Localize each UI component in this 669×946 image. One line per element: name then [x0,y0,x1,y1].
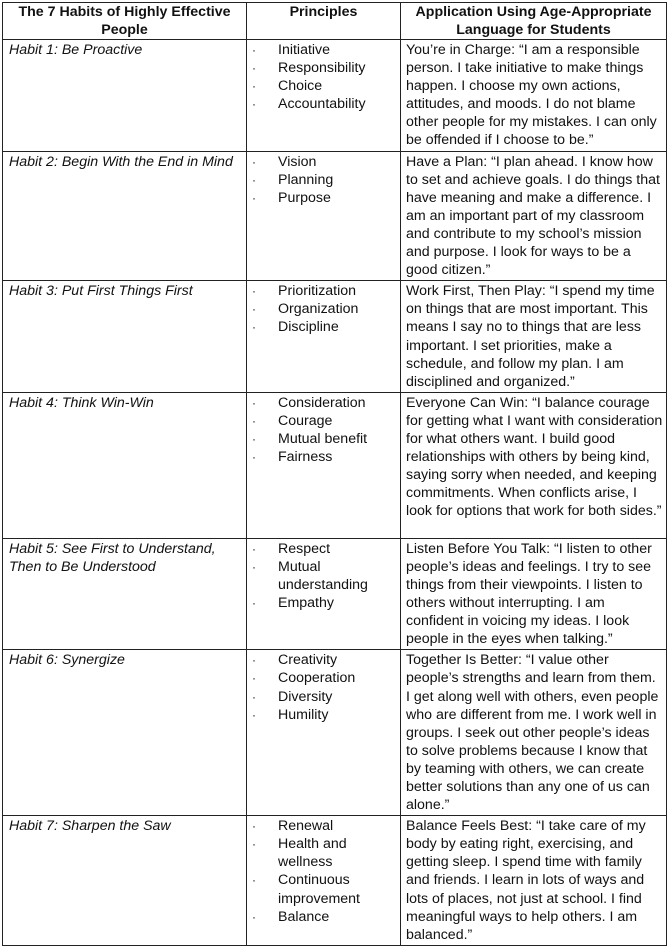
bullet-icon: · [252,873,256,888]
principle-item [251,871,398,907]
principle-label: Mutual benefit [278,430,368,447]
bullet-icon: · [252,395,256,410]
principle-label: Courage [278,412,333,429]
principle-item [251,448,398,466]
table-header-row [3,3,667,40]
header-application: Application Using Age-Appropriate Language for Students [401,3,667,40]
table-row [3,40,667,152]
header-principles: Principles [247,3,401,40]
habits-table [2,2,667,946]
bullet-icon: · [252,172,256,187]
bullet-icon: · [252,320,256,335]
principle-label: Empathy [278,595,334,612]
principle-item [251,908,398,926]
principle-label: Renewal [278,818,334,835]
principles-cell [247,151,401,281]
bullet-icon: · [252,450,256,465]
principle-label: Consideration [278,394,366,411]
principle-item [251,153,398,171]
bullet-icon: · [252,190,256,205]
principle-item [251,835,398,871]
principle-label: Cooperation [278,670,356,687]
bullet-icon: · [252,97,256,112]
principle-item [251,817,398,835]
bullet-icon: · [252,689,256,704]
principle-item [251,594,398,612]
principle-label: Balance [278,908,330,925]
table-row [3,816,667,946]
application-cell: Work First, Then Play: “I spend my time on things that are most important. This means I say no to things that are less important. I set priorities, make a schedule, and follow my plan. I am disciplined and organized.” [401,281,667,393]
principle-item [251,558,398,594]
principles-cell [247,650,401,816]
bullet-icon: · [252,541,256,556]
habit-cell: Habit 7: Sharpen the Saw [3,816,247,946]
bullet-icon: · [252,671,256,686]
application-cell: Everyone Can Win: “I balance courage for getting what I want with consideration for what others want. I build good relationships with others by being kind, saying sorry when needed, and keeping commitments. When conflicts arise, I look for options that work for both sides.” [401,392,667,538]
habit-cell: Habit 1: Be Proactive [3,40,247,152]
application-cell: Balance Feels Best: “I take care of my body by eating right, exercising, and getting sleep. I spend time with family and friends. I learn in lots of ways and lots of places, not just at school. I find meaningful ways to help others. I am balanced.” [401,816,667,946]
principle-item [251,669,398,687]
principle-item [251,688,398,706]
principle-item [251,318,398,336]
bullet-icon: · [252,559,256,574]
principle-item [251,77,398,95]
table-row [3,151,667,281]
bullet-icon: · [252,819,256,834]
bullet-icon: · [252,79,256,94]
application-cell: Together Is Better: “I value other people’s strengths and learn from them. I get along well with others, even people who are different from me. I work well in groups. I seek out other people’s ideas to solve problems because I know that by teaming with others, we can create better solutions than any one of us can alone.” [401,650,667,816]
principle-label: Fairness [278,449,333,466]
principles-cell [247,281,401,393]
bullet-icon: · [252,154,256,169]
application-cell: Listen Before You Talk: “I listen to other people’s ideas and feelings. I try to see things from their viewpoints. I listen to others without interrupting. I am confident in voicing my ideas. I look people in the eyes when talking.” [401,538,667,650]
bullet-icon: · [252,596,256,611]
bullet-icon: · [252,43,256,57]
principle-label: Purpose [278,189,331,206]
header-habits: The 7 Habits of Highly Effective People [3,3,247,40]
bullet-icon: · [252,413,256,428]
table-row [3,281,667,393]
principle-label: Prioritization [278,283,357,300]
habit-cell: Habit 6: Synergize [3,650,247,816]
bullet-icon: · [252,837,256,852]
principle-label: Humility [278,706,329,723]
principle-label: Mutual understanding [278,558,368,593]
principle-label: Choice [278,78,323,95]
habit-cell: Habit 3: Put First Things First [3,281,247,393]
principle-label: Diversity [278,688,333,705]
principle-label: Health and wellness [278,836,347,871]
principle-item [251,430,398,448]
principle-item [251,282,398,300]
principle-item [251,651,398,669]
table-row [3,650,667,816]
principle-item [251,95,398,113]
table-row [3,538,667,650]
habit-cell: Habit 4: Think Win-Win [3,392,247,538]
principle-item [251,300,398,318]
principle-label: Organization [278,301,359,318]
application-cell: Have a Plan: “I plan ahead. I know how to set and achieve goals. I do things that have meaning and make a difference. I am an important part of my classroom and contribute to my school’s mission and purpose. I look for ways to be a good citizen.” [401,151,667,281]
bullet-icon: · [252,302,256,317]
bullet-icon: · [252,707,256,722]
principles-cell [247,40,401,152]
principles-cell [247,816,401,946]
habit-cell: Habit 2: Begin With the End in Mind [3,151,247,281]
principle-label: Continuous improvement [278,872,361,907]
principles-cell [247,392,401,538]
bullet-icon: · [252,653,256,668]
principle-item [251,540,398,558]
habit-cell: Habit 5: See First to Understand, Then to Be Understood [3,538,247,650]
principle-label: Respect [278,540,331,557]
principle-label: Responsibility [278,60,366,77]
principle-item [251,171,398,189]
bullet-icon: · [252,431,256,446]
principle-label: Accountability [278,96,366,113]
principle-label: Planning [278,171,334,188]
principle-item [251,706,398,724]
principle-label: Creativity [278,652,338,669]
principles-cell [247,538,401,650]
application-cell: You’re in Charge: “I am a responsible person. I take initiative to make things happen. I choose my own actions, attitudes, and moods. I do not blame other people for my mistakes. I can only be offended if I choose to be.” [401,40,667,152]
principle-item [251,41,398,59]
bullet-icon: · [252,909,256,924]
principle-label: Discipline [278,319,339,336]
bullet-icon: · [252,284,256,299]
principle-item [251,189,398,207]
principle-label: Vision [278,153,317,170]
principle-item [251,412,398,430]
table-row [3,392,667,538]
bullet-icon: · [252,61,256,76]
principle-item [251,394,398,412]
principle-item [251,59,398,77]
principle-label: Initiative [278,42,331,58]
